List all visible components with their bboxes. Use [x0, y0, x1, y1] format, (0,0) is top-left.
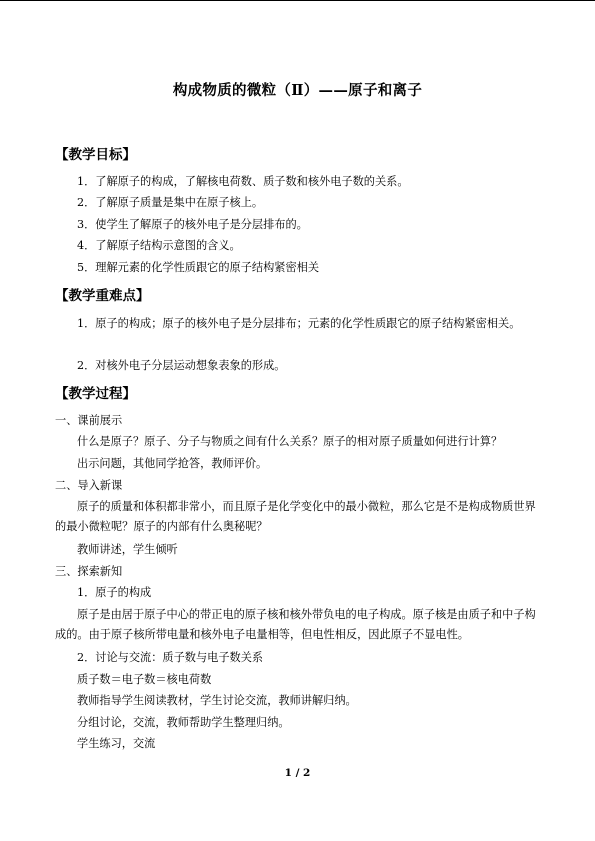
process-section-1-title: 一、课前展示: [55, 414, 123, 427]
process-section-3-text-4: 分组讨论，交流，教师帮助学生整理归纳。: [77, 716, 290, 729]
process-section-1-text-1: 什么是原子？原子、分子与物质之间有什么关系？原子的相对原子质量如何进行计算？: [77, 435, 503, 448]
page-number: 1 / 2: [284, 767, 311, 779]
goal-item-4: 4．了解原子结构示意图的含义。: [77, 239, 241, 252]
process-section-2-title: 二、导入新课: [55, 479, 123, 492]
process-section-3-text-1: 原子是由居于原子中心的带正电的原子核和核外带负电的电子构成。原子核是由质子和中子构成的。由于原子核所带电量和核外电子电量相等，但电性相反，因此原子不显电性。: [55, 608, 536, 641]
key-point-item-1: 1．原子的构成；原子的核外电子是分层排布；元素的化学性质跟它的原子结构紧密相关。: [77, 317, 521, 330]
goal-item-5: 5．理解元素的化学性质跟它的原子结构紧密相关: [77, 261, 320, 274]
process-section-3-text-5: 学生练习，交流: [77, 737, 156, 750]
key-points-heading: 【教学重难点】: [55, 288, 150, 304]
process-heading: 【教学过程】: [55, 386, 136, 402]
process-section-3-subtitle-2: 2．讨论与交流：质子数与电子数关系: [77, 651, 264, 664]
process-section-3-text-3: 教师指导学生阅读教材，学生讨论交流，教师讲解归纳。: [77, 694, 357, 707]
key-point-item-2: 2．对核外电子分层运动想象表象的形成。: [77, 359, 286, 372]
process-section-3-text-2: 质子数＝电子数＝核电荷数: [77, 673, 212, 686]
process-section-3-subtitle-1: 1．原子的构成: [77, 586, 152, 599]
page-title: 构成物质的微粒（Ⅱ）——原子和离子: [172, 82, 423, 99]
process-section-2-text-1: 原子的质量和体积都非常小，而且原子是化学变化中的最小微粒，那么它是不是构成物质世界的最小微粒呢？原子的内部有什么奥秘呢？: [55, 500, 536, 533]
process-section-1-text-2: 出示问题，其他同学抢答，教师评价。: [77, 457, 268, 470]
top-border-line: [0, 0, 595, 1]
process-section-2-text-2: 教师讲述，学生倾听: [77, 543, 178, 556]
goal-item-2: 2．了解原子质量是集中在原子核上。: [77, 196, 264, 209]
process-section-3-title: 三、探索新知: [55, 565, 123, 578]
goals-heading: 【教学目标】: [55, 147, 136, 163]
goal-item-3: 3．使学生了解原子的核外电子是分层排布的。: [77, 218, 308, 231]
goal-item-1: 1．了解原子的构成，了解核电荷数、质子数和核外电子数的关系。: [77, 175, 409, 188]
